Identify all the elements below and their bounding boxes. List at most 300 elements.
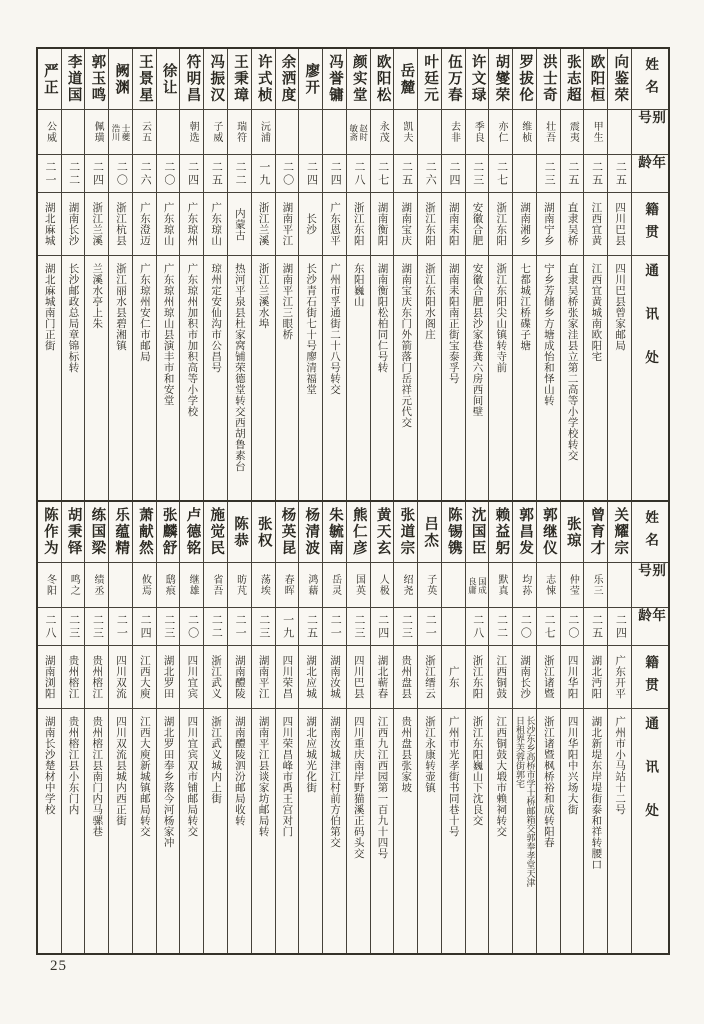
header-label-alias: 别号 — [636, 110, 666, 133]
alias-cell — [85, 110, 108, 155]
person-age: 二五 — [590, 613, 603, 640]
name-cell — [371, 49, 394, 110]
alias-cell — [371, 110, 394, 155]
person-age: 二二 — [67, 160, 80, 187]
person-origin: 四川荣昌 — [281, 655, 293, 699]
name-cell — [561, 49, 584, 110]
person-name: 张道宗 — [398, 507, 415, 557]
person-address: 七都城江桥碟子塘 — [519, 263, 531, 351]
person-origin: 广东恩平 — [328, 202, 340, 246]
name-cell — [347, 502, 370, 563]
person-address: 贵州榕江县南门内马骡巷 — [91, 716, 103, 837]
alias-cell — [537, 563, 560, 608]
person-age: 二三 — [352, 613, 365, 640]
person-name: 余洒度 — [279, 54, 296, 104]
person-origin: 湖南长沙 — [519, 655, 531, 699]
origin-cell — [394, 193, 417, 256]
alias-cell — [608, 563, 631, 608]
person-column — [251, 502, 275, 953]
person-name: 陈恭 — [231, 515, 248, 549]
header-label-origin: 籍贯 — [643, 201, 659, 247]
name-cell — [608, 49, 631, 110]
person-address: 浙江诸暨枫桥裕和成转阳春 — [542, 716, 554, 848]
origin-cell — [252, 646, 275, 709]
person-age: 二五 — [590, 160, 603, 187]
address-cell — [228, 256, 251, 500]
age-cell — [38, 608, 61, 646]
person-age: 二八 — [352, 160, 365, 187]
person-origin: 安徽合肥 — [471, 202, 483, 246]
age-cell — [584, 608, 607, 646]
address-cell — [204, 256, 227, 500]
header-column — [631, 49, 668, 500]
person-address: 东阳巍山 — [352, 263, 364, 307]
alias-cell — [584, 563, 607, 608]
name-cell — [513, 49, 536, 110]
person-address: 江西九江西园第一百九十四号 — [376, 716, 388, 859]
person-age: 二〇 — [162, 160, 175, 187]
age-cell — [299, 155, 322, 193]
alias-cell — [608, 110, 631, 155]
origin-cell — [466, 646, 489, 709]
age-cell — [489, 155, 512, 193]
header-cell-name — [632, 502, 668, 563]
person-origin: 贵州盘县 — [400, 655, 412, 699]
person-origin: 湖南浏阳 — [43, 655, 55, 699]
person-age: 二〇 — [566, 613, 579, 640]
name-cell — [157, 49, 180, 110]
origin-cell — [418, 646, 441, 709]
address-cell — [513, 709, 536, 953]
age-cell — [347, 155, 370, 193]
person-column — [536, 49, 560, 500]
person-age: 二三 — [400, 613, 413, 640]
person-origin: 广东开平 — [614, 655, 626, 699]
name-cell — [466, 502, 489, 563]
person-name: 王秉璋 — [231, 54, 248, 104]
person-address: 宁乡芳储乡方塘成怡和怿山转 — [542, 263, 554, 406]
person-alias: 岳灵 — [329, 574, 341, 596]
origin-cell — [204, 646, 227, 709]
age-cell — [62, 155, 85, 193]
person-age: 二一 — [329, 613, 342, 640]
person-age: 二八 — [471, 613, 484, 640]
header-cell-age — [632, 155, 668, 193]
age-cell — [466, 155, 489, 193]
age-cell — [228, 155, 251, 193]
age-cell — [157, 155, 180, 193]
person-column — [346, 502, 370, 953]
age-cell — [537, 608, 560, 646]
address-cell — [228, 709, 251, 953]
header-cell-address — [632, 709, 668, 953]
age-cell — [561, 155, 584, 193]
age-cell — [157, 608, 180, 646]
age-cell — [442, 608, 465, 646]
origin-cell — [204, 193, 227, 256]
person-name: 赖益躬 — [493, 507, 510, 557]
name-cell — [109, 49, 132, 110]
alias-cell — [394, 110, 417, 155]
person-alias: 甲生 — [591, 121, 603, 143]
name-cell — [394, 49, 417, 110]
person-age: 二一 — [115, 613, 128, 640]
address-cell — [347, 256, 370, 500]
person-column — [227, 49, 251, 500]
person-column — [84, 502, 108, 953]
address-cell — [299, 256, 322, 500]
origin-cell — [38, 646, 61, 709]
address-cell — [394, 709, 417, 953]
alias-cell — [561, 563, 584, 608]
person-alias: 瑞符 — [234, 121, 246, 143]
person-address: 湖北新堤东岸堤街泰和祥转腰口 — [590, 716, 602, 870]
person-column — [370, 502, 394, 953]
person-name: 叶廷元 — [422, 54, 439, 104]
person-column — [179, 502, 203, 953]
person-column — [61, 502, 85, 953]
alias-cell — [347, 110, 370, 155]
person-origin: 浙江诸暨 — [542, 655, 554, 699]
alias-cell — [180, 110, 203, 155]
person-address: 湖北罗田奉乡落今河杨家冲 — [162, 716, 174, 848]
age-cell — [252, 155, 275, 193]
person-age: 一九 — [281, 613, 294, 640]
person-age: 二三 — [162, 613, 175, 640]
origin-cell — [299, 646, 322, 709]
person-age: 二八 — [44, 613, 57, 640]
person-name: 张志超 — [564, 54, 581, 104]
person-age: 二四 — [305, 160, 318, 187]
person-origin: 湖南宝庆 — [400, 202, 412, 246]
person-age: 二四 — [376, 613, 389, 640]
person-alias: 绍尧 — [400, 574, 412, 596]
header-cell-origin — [632, 193, 668, 256]
person-origin: 广东澄迈 — [138, 202, 150, 246]
name-cell — [371, 502, 394, 563]
person-age: 二七 — [543, 613, 556, 640]
person-address: 安徽合肥县沙家巷龚六房西间壁 — [471, 263, 483, 417]
origin-cell — [371, 646, 394, 709]
address-cell — [561, 256, 584, 500]
person-name: 向鉴荣 — [612, 54, 629, 104]
name-cell — [442, 49, 465, 110]
name-cell — [513, 502, 536, 563]
person-alias: 省吾 — [210, 574, 222, 596]
person-age: 二〇 — [281, 160, 294, 187]
address-cell — [252, 709, 275, 953]
person-origin: 湖北麻城 — [43, 202, 55, 246]
person-address — [514, 716, 535, 887]
origin-cell — [347, 646, 370, 709]
person-column — [417, 502, 441, 953]
person-column — [275, 49, 299, 500]
person-column — [203, 49, 227, 500]
address-cell — [180, 709, 203, 953]
person-address: 广东琼州加积市加积高等小学校 — [186, 263, 198, 417]
person-address: 琼州定安仙沟市公昌号 — [210, 263, 222, 373]
address-cell — [513, 256, 536, 500]
address-cell — [418, 709, 441, 953]
age-cell — [109, 608, 132, 646]
person-column — [465, 49, 489, 500]
person-origin: 江西铜鼓 — [495, 655, 507, 699]
alias-cell — [513, 563, 536, 608]
age-cell — [418, 155, 441, 193]
alias-cell — [561, 110, 584, 155]
origin-cell — [180, 646, 203, 709]
person-alias: 朝选 — [187, 121, 199, 143]
alias-cell — [109, 110, 132, 155]
person-origin: 江西大庾 — [138, 655, 150, 699]
alias-cell — [276, 110, 299, 155]
address-cell — [85, 709, 108, 953]
person-origin: 四川巴县 — [614, 202, 626, 246]
person-name: 许文琭 — [469, 54, 486, 104]
person-age: 二四 — [186, 160, 199, 187]
person-origin: 湖南平江 — [281, 202, 293, 246]
address-cell — [466, 256, 489, 500]
directory-table — [36, 47, 670, 955]
origin-cell — [38, 193, 61, 256]
alias-cell — [418, 110, 441, 155]
header-cell-alias — [632, 110, 668, 155]
name-cell — [133, 49, 156, 110]
person-origin: 广东琼山 — [162, 202, 174, 246]
alias-cell — [133, 110, 156, 155]
person-address: 浙江丽水县碧湘镇 — [115, 263, 127, 351]
person-alias: 鸿藉 — [305, 574, 317, 596]
person-column — [512, 502, 536, 953]
header-column — [631, 502, 668, 953]
person-alias: 国英 — [353, 574, 365, 596]
origin-cell — [157, 646, 180, 709]
person-column — [179, 49, 203, 500]
person-address: 广东琼州琼山县演丰市和安堂 — [162, 263, 174, 406]
name-cell — [38, 502, 61, 563]
person-alias: 均荪 — [519, 574, 531, 596]
address-cell — [85, 256, 108, 500]
person-origin: 四川巴县 — [352, 655, 364, 699]
person-age: 二〇 — [186, 613, 199, 640]
person-column — [441, 502, 465, 953]
age-cell — [418, 608, 441, 646]
origin-cell — [180, 193, 203, 256]
name-cell — [323, 502, 346, 563]
address-cell — [442, 709, 465, 953]
person-alias-col-2: 敏斋 — [348, 123, 359, 141]
person-address: 浙江东阳尖山镇转寺前 — [495, 263, 507, 373]
person-alias: 乐三 — [591, 574, 603, 596]
person-alias — [111, 124, 131, 141]
age-cell — [204, 608, 227, 646]
person-alias: 震夷 — [567, 121, 579, 143]
person-alias: 凯夫 — [400, 121, 412, 143]
person-address: 长沙邮政总局章锦标转 — [67, 263, 79, 373]
person-name: 吕杰 — [422, 515, 439, 549]
person-column — [298, 502, 322, 953]
person-column — [512, 49, 536, 500]
person-alias: 人极 — [377, 574, 389, 596]
address-cell — [252, 256, 275, 500]
person-column — [560, 502, 584, 953]
origin-cell — [109, 646, 132, 709]
address-cell — [347, 709, 370, 953]
name-cell — [347, 49, 370, 110]
person-alias: 绩丞 — [92, 574, 104, 596]
person-origin: 浙江缙云 — [424, 655, 435, 699]
name-cell — [62, 49, 85, 110]
person-age: 二四 — [329, 160, 342, 187]
alias-cell — [466, 563, 489, 608]
person-origin: 浙江东阳 — [471, 655, 483, 699]
page-number: 25 — [50, 958, 67, 974]
age-cell — [584, 155, 607, 193]
origin-cell — [371, 193, 394, 256]
person-address: 四川重庆南岸野猫溪正码头交 — [352, 716, 364, 859]
person-alias-col-1: 士夔 — [120, 123, 131, 141]
person-name: 许式桢 — [255, 54, 272, 104]
person-column — [346, 49, 370, 500]
person-address: 浙江武义城内上街 — [210, 716, 222, 804]
person-origin: 湖南宁乡 — [542, 202, 554, 246]
person-origin: 贵州榕江 — [67, 655, 79, 699]
person-age: 一九 — [257, 160, 270, 187]
person-name: 杨清波 — [303, 507, 320, 557]
header-label-age: 年龄 — [636, 155, 666, 178]
person-column — [108, 49, 132, 500]
person-age: 二六 — [139, 160, 152, 187]
person-age: 二五 — [210, 160, 223, 187]
person-age: 二二 — [234, 160, 247, 187]
person-alias: 冬阳 — [44, 574, 56, 596]
person-name: 廖开 — [303, 62, 320, 96]
person-origin: 浙江东阳 — [424, 202, 435, 246]
person-origin: 湖北应城 — [305, 655, 317, 699]
person-alias: 去非 — [448, 121, 460, 143]
person-address: 湖南平江县谈家坊邮局转 — [257, 716, 269, 837]
person-age: 二七 — [495, 160, 508, 187]
origin-cell — [489, 646, 512, 709]
header-cell-alias — [632, 563, 668, 608]
header-label-age: 年龄 — [636, 608, 666, 631]
person-origin: 内蒙古 — [233, 207, 245, 241]
name-cell — [561, 502, 584, 563]
person-name: 张琼 — [564, 515, 581, 549]
table-section-2 — [38, 502, 668, 953]
age-cell — [180, 155, 203, 193]
origin-cell — [133, 646, 156, 709]
alias-cell — [347, 563, 370, 608]
person-age: 二二 — [210, 613, 223, 640]
person-name: 朱毓南 — [327, 507, 344, 557]
address-cell — [584, 256, 607, 500]
age-cell — [180, 608, 203, 646]
person-name: 卢德铭 — [184, 507, 201, 557]
person-address: 湖南耒阳南正街宝泰孚号 — [447, 263, 459, 384]
person-column — [251, 49, 275, 500]
person-alias-col-2: 浩川 — [111, 123, 122, 141]
person-name: 徐让 — [160, 62, 177, 96]
person-age: 二五 — [305, 613, 318, 640]
origin-cell — [85, 646, 108, 709]
person-address: 浙江永康转壶镇 — [424, 716, 435, 793]
address-cell — [180, 256, 203, 500]
person-address: 江西宜黄城南欧阳宅 — [590, 263, 602, 362]
person-column — [465, 502, 489, 953]
person-name: 李道国 — [65, 54, 82, 104]
address-cell — [371, 709, 394, 953]
person-age: 二一 — [234, 613, 247, 640]
address-cell — [608, 256, 631, 500]
person-name: 岳麓 — [398, 62, 415, 96]
alias-cell — [323, 110, 346, 155]
name-cell — [466, 49, 489, 110]
address-cell — [109, 256, 132, 500]
origin-cell — [276, 646, 299, 709]
origin-cell — [323, 193, 346, 256]
person-age: 二〇 — [519, 613, 532, 640]
person-age: 二四 — [91, 160, 104, 187]
person-age: 二四 — [614, 613, 627, 640]
person-column — [607, 502, 631, 953]
header-label-address: 通讯处 — [643, 716, 659, 847]
alias-cell — [323, 563, 346, 608]
name-cell — [537, 49, 560, 110]
alias-cell — [85, 563, 108, 608]
origin-cell — [62, 193, 85, 256]
person-age: 二三 — [67, 613, 80, 640]
person-origin: 湖北罗田 — [162, 655, 174, 699]
origin-cell — [608, 193, 631, 256]
person-column — [203, 502, 227, 953]
person-address: 兰溪水亭上朱 — [91, 263, 103, 329]
alias-cell — [62, 563, 85, 608]
person-origin: 湖南汝城 — [328, 655, 340, 699]
name-cell — [157, 502, 180, 563]
address-cell — [276, 256, 299, 500]
person-name: 熊仁彦 — [350, 507, 367, 557]
person-alias: 季良 — [472, 121, 484, 143]
address-cell — [133, 256, 156, 500]
origin-cell — [513, 193, 536, 256]
name-cell — [204, 502, 227, 563]
origin-cell — [133, 193, 156, 256]
name-cell — [133, 502, 156, 563]
person-column — [607, 49, 631, 500]
person-alias: 鸱痕 — [163, 574, 175, 596]
person-address: 四川荣昌峰市禹王宫对门 — [281, 716, 293, 837]
alias-cell — [442, 563, 465, 608]
origin-cell — [157, 193, 180, 256]
person-column — [132, 49, 156, 500]
person-origin: 湖北蕲春 — [376, 655, 388, 699]
age-cell — [38, 155, 61, 193]
address-cell — [394, 256, 417, 500]
name-cell — [537, 502, 560, 563]
person-column — [583, 49, 607, 500]
person-column — [38, 49, 61, 500]
person-age: 二三 — [257, 613, 270, 640]
person-address: 浙江兰溪水埠 — [257, 263, 269, 329]
person-name: 施觉民 — [208, 507, 225, 557]
origin-cell — [252, 193, 275, 256]
name-cell — [418, 49, 441, 110]
person-age: 二三 — [543, 160, 556, 187]
address-cell — [204, 709, 227, 953]
age-cell — [513, 608, 536, 646]
person-name: 严正 — [41, 62, 58, 96]
